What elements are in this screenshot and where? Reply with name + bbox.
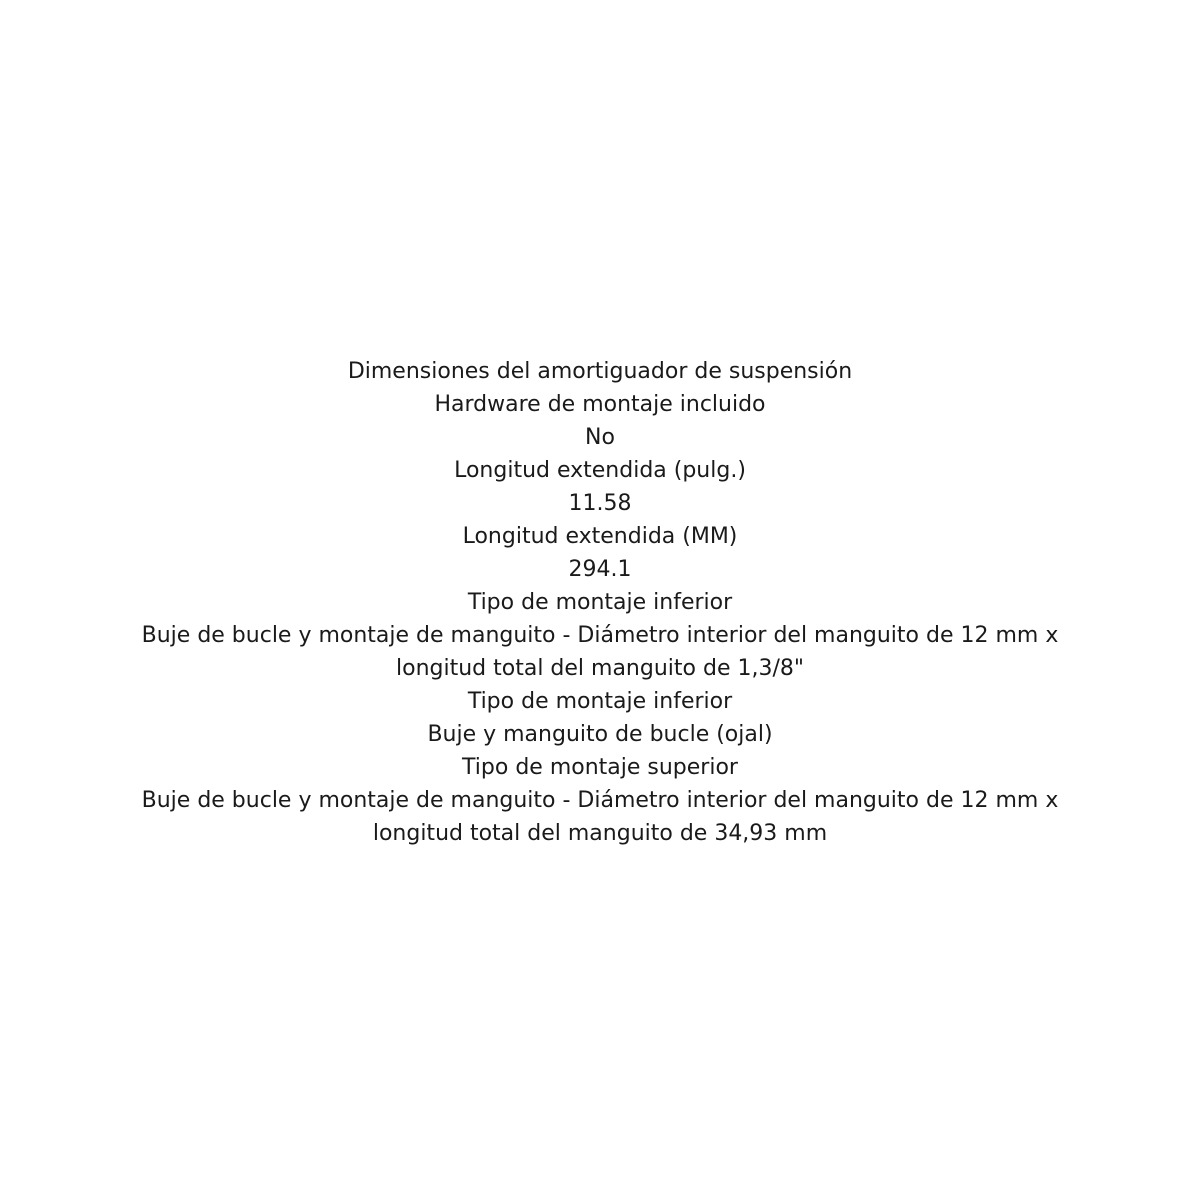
spec-label-lower-mount-type: Tipo de montaje inferior <box>467 589 733 615</box>
spec-sheet <box>130 355 1070 850</box>
section-title: Dimensiones del amortiguador de suspensión <box>347 358 853 384</box>
spec-value-lower-mount-type: Buje de bucle y montaje de manguito - Diámetro interior del manguito de 12 mm x longitud total del manguito de 1,3/8" <box>141 622 1059 681</box>
spec-value-extended-length-in: 11.58 <box>568 490 632 516</box>
spec-label-extended-length-in: Longitud extendida (pulg.) <box>454 457 746 483</box>
spec-value-extended-length-mm: 294.1 <box>568 556 632 582</box>
spec-value-lower-mount-type-2: Buje y manguito de bucle (ojal) <box>427 721 773 747</box>
spec-label-extended-length-mm: Longitud extendida (MM) <box>462 523 738 549</box>
spec-value-mounting-hardware: No <box>585 424 615 450</box>
spec-label-lower-mount-type-2: Tipo de montaje inferior <box>467 688 733 714</box>
spec-value-upper-mount-type: Buje de bucle y montaje de manguito - Diámetro interior del manguito de 12 mm x longitud total del manguito de 34,93 mm <box>141 787 1059 846</box>
spec-label-mounting-hardware: Hardware de montaje incluido <box>434 391 766 417</box>
spec-label-upper-mount-type: Tipo de montaje superior <box>462 754 738 780</box>
